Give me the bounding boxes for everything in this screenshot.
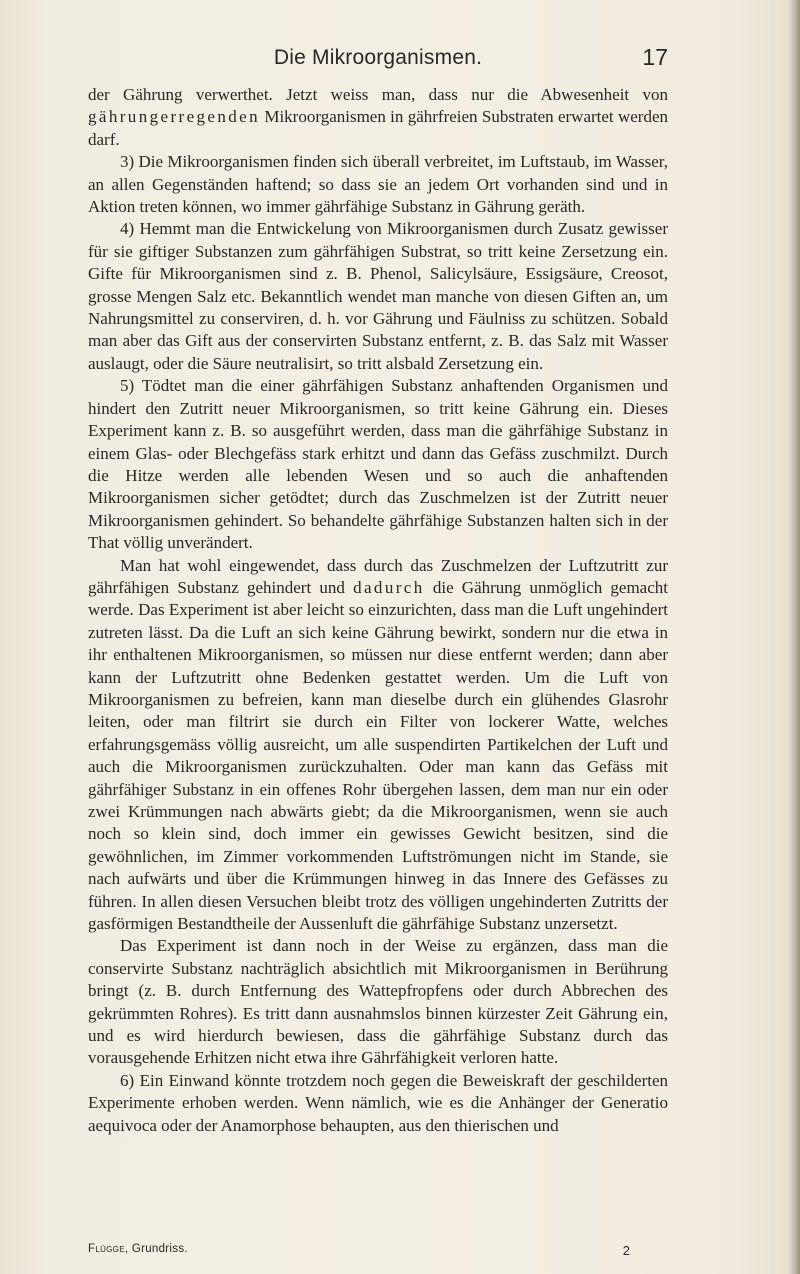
page-header xyxy=(88,46,668,80)
paragraph-2: 3) Die Mikroorganismen finden sich überall verbreitet, im Luftstaub, im Wasser, an allen Gegenständen haftend; so dass sie an jedem Ort vorhanden sind und in Aktion treten können, wo immer gährfähige Substanz in Gährung geräth. xyxy=(88,152,668,217)
paragraph-5-start: Man hat wohl eingewendet, dass durch das Zuschmelzen der Luftzutritt zur gährfähigen Substanz gehindert und xyxy=(88,555,668,597)
paragraph-6: Das Experiment ist dann noch in der Weise zu ergänzen, dass man die conservirte Substanz nachträglich absichtlich mit Mikroorganismen in Berührung bringt (z. B. durch Entfernung des Wattepfropfens oder durch Abbrechen des gekrümmten Rohres). Es tritt dann ausnahmslos binnen kürzester Zeit Gährung ein, und es wird hierdurch bewiesen, dass die gährfähige Substanz durch das vorausgehende Erhitzen nicht etwa ihre Gährfähigkeit verloren hatte. xyxy=(88,936,668,1068)
paragraph-7: 6) Ein Einwand könnte trotzdem noch gegen die Beweiskraft der geschilderten Experimente erhoben werden. Wenn nämlich, wie es die Anhänger der Generatio aequivoca oder der Anamorphose behaupten, aus den thierischen und xyxy=(88,1070,668,1135)
paragraph-1 xyxy=(88,84,668,151)
spaced-emphasis-1: gährungerregenden xyxy=(88,107,261,127)
running-title: Die Mikroorganismen. xyxy=(273,46,483,69)
page-footer xyxy=(88,1243,668,1265)
paragraph-1-end: Mikroorganismen in gährfreien Substraten erwartet werden darf. xyxy=(88,107,668,149)
spaced-emphasis-2: dadurch xyxy=(353,577,425,597)
signature-title: , Grundriss. xyxy=(124,1243,188,1255)
page-edge-shadow xyxy=(788,0,800,1274)
paragraph-3: 4) Hemmt man die Entwickelung von Mikroorganismen durch Zusatz gewisser für sie giftiger Substanzen zum gährfähigen Substrat, so tritt keine Zersetzung ein. Gifte für Mikroorganismen sind z. B. Phenol, Salicylsäure, Essigsäure, Creosot, grosse Mengen Salz etc. Bekanntlich wendet man manche von diesen Giften an, um Nahrungsmittel zu conserviren, d. h. vor Gährung und Fäulniss zu schützen. Sobald man aber das Gift aus der conservirten Substanz entfernt, z. B. das Salz mit Wasser auslaugt, oder die Säure neutralisirt, so tritt alsbald Zersetzung ein. xyxy=(88,219,668,373)
paragraph-5-end: die Gährung unmöglich gemacht werde. Das Experiment ist aber leicht so einzurichten, dass man die Luft ungehindert zutreten lässt. Da die Luft an sich keine Gährung bewirkt, sondern nur die etwa in ihr enthaltenen Mikroorganismen, so müssen nur diese entfernt werden; dann aber kann der Luftzutritt ohne Bedenken gestattet werden. Um die Luft von Mikroorganismen zu befreien, kann man dieselbe durch ein glühendes Glasrohr leiten, oder man filtrirt sie durch ein Filter von lockerer Watte, welches erfahrungsgemäss völlig ausreicht, um alle suspendirten Partikelchen der Luft und auch die Mikroorganismen zurückzuhalten. Oder man kann das Gefäss mit gährfähiger Substanz in ein offenes Rohr übergehen lassen, dem man nur ein oder zwei Krümmungen nach abwärts giebt; da die Mikroorganismen, wenn sie auch noch so klein sind, doch immer ein gewisses Gewicht besitzen, sind die gewöhnlichen, im Zimmer vorkommenden Luftströmungen nicht im Stande, sie nach aufwärts und über die Krümmungen hinweg in das Innere des Gefässes zu führen. In allen diesen Versuchen bleibt trotz des völligen ungehinderten Zutritts der gasförmigen Bestandtheile der Aussenluft die gährfähige Substanz unzersetzt. xyxy=(88,577,668,934)
signature-line xyxy=(88,1243,188,1255)
paragraph-1-start: der Gährung verwerthet. Jetzt weiss man, dass nur die Abwesenheit von xyxy=(88,85,668,104)
signature-author: Flügge xyxy=(88,1243,125,1255)
body-text xyxy=(88,84,668,1137)
sheet-number: 2 xyxy=(622,1243,630,1258)
page-number: 17 xyxy=(642,44,668,70)
paragraph-5 xyxy=(88,555,668,936)
paragraph-4: 5) Tödtet man die einer gährfähigen Substanz anhaftenden Organismen und hindert den Zutritt neuer Mikroorganismen, so tritt keine Gährung ein. Dieses Experiment kann z. B. so ausgeführt werden, dass man die gährfähige Substanz in einem Glas- oder Blechgefäss stark erhitzt und dann das Gefäss zuschmilzt. Durch die Hitze werden alle lebenden Wesen und so auch die anhaftenden Mikroorganismen sicher getödtet; durch das Zuschmelzen ist der Zutritt neuer Mikroorganismen gehindert. So behandelte gährfähige Substanzen halten sich in der That völlig unverändert. xyxy=(88,376,668,553)
